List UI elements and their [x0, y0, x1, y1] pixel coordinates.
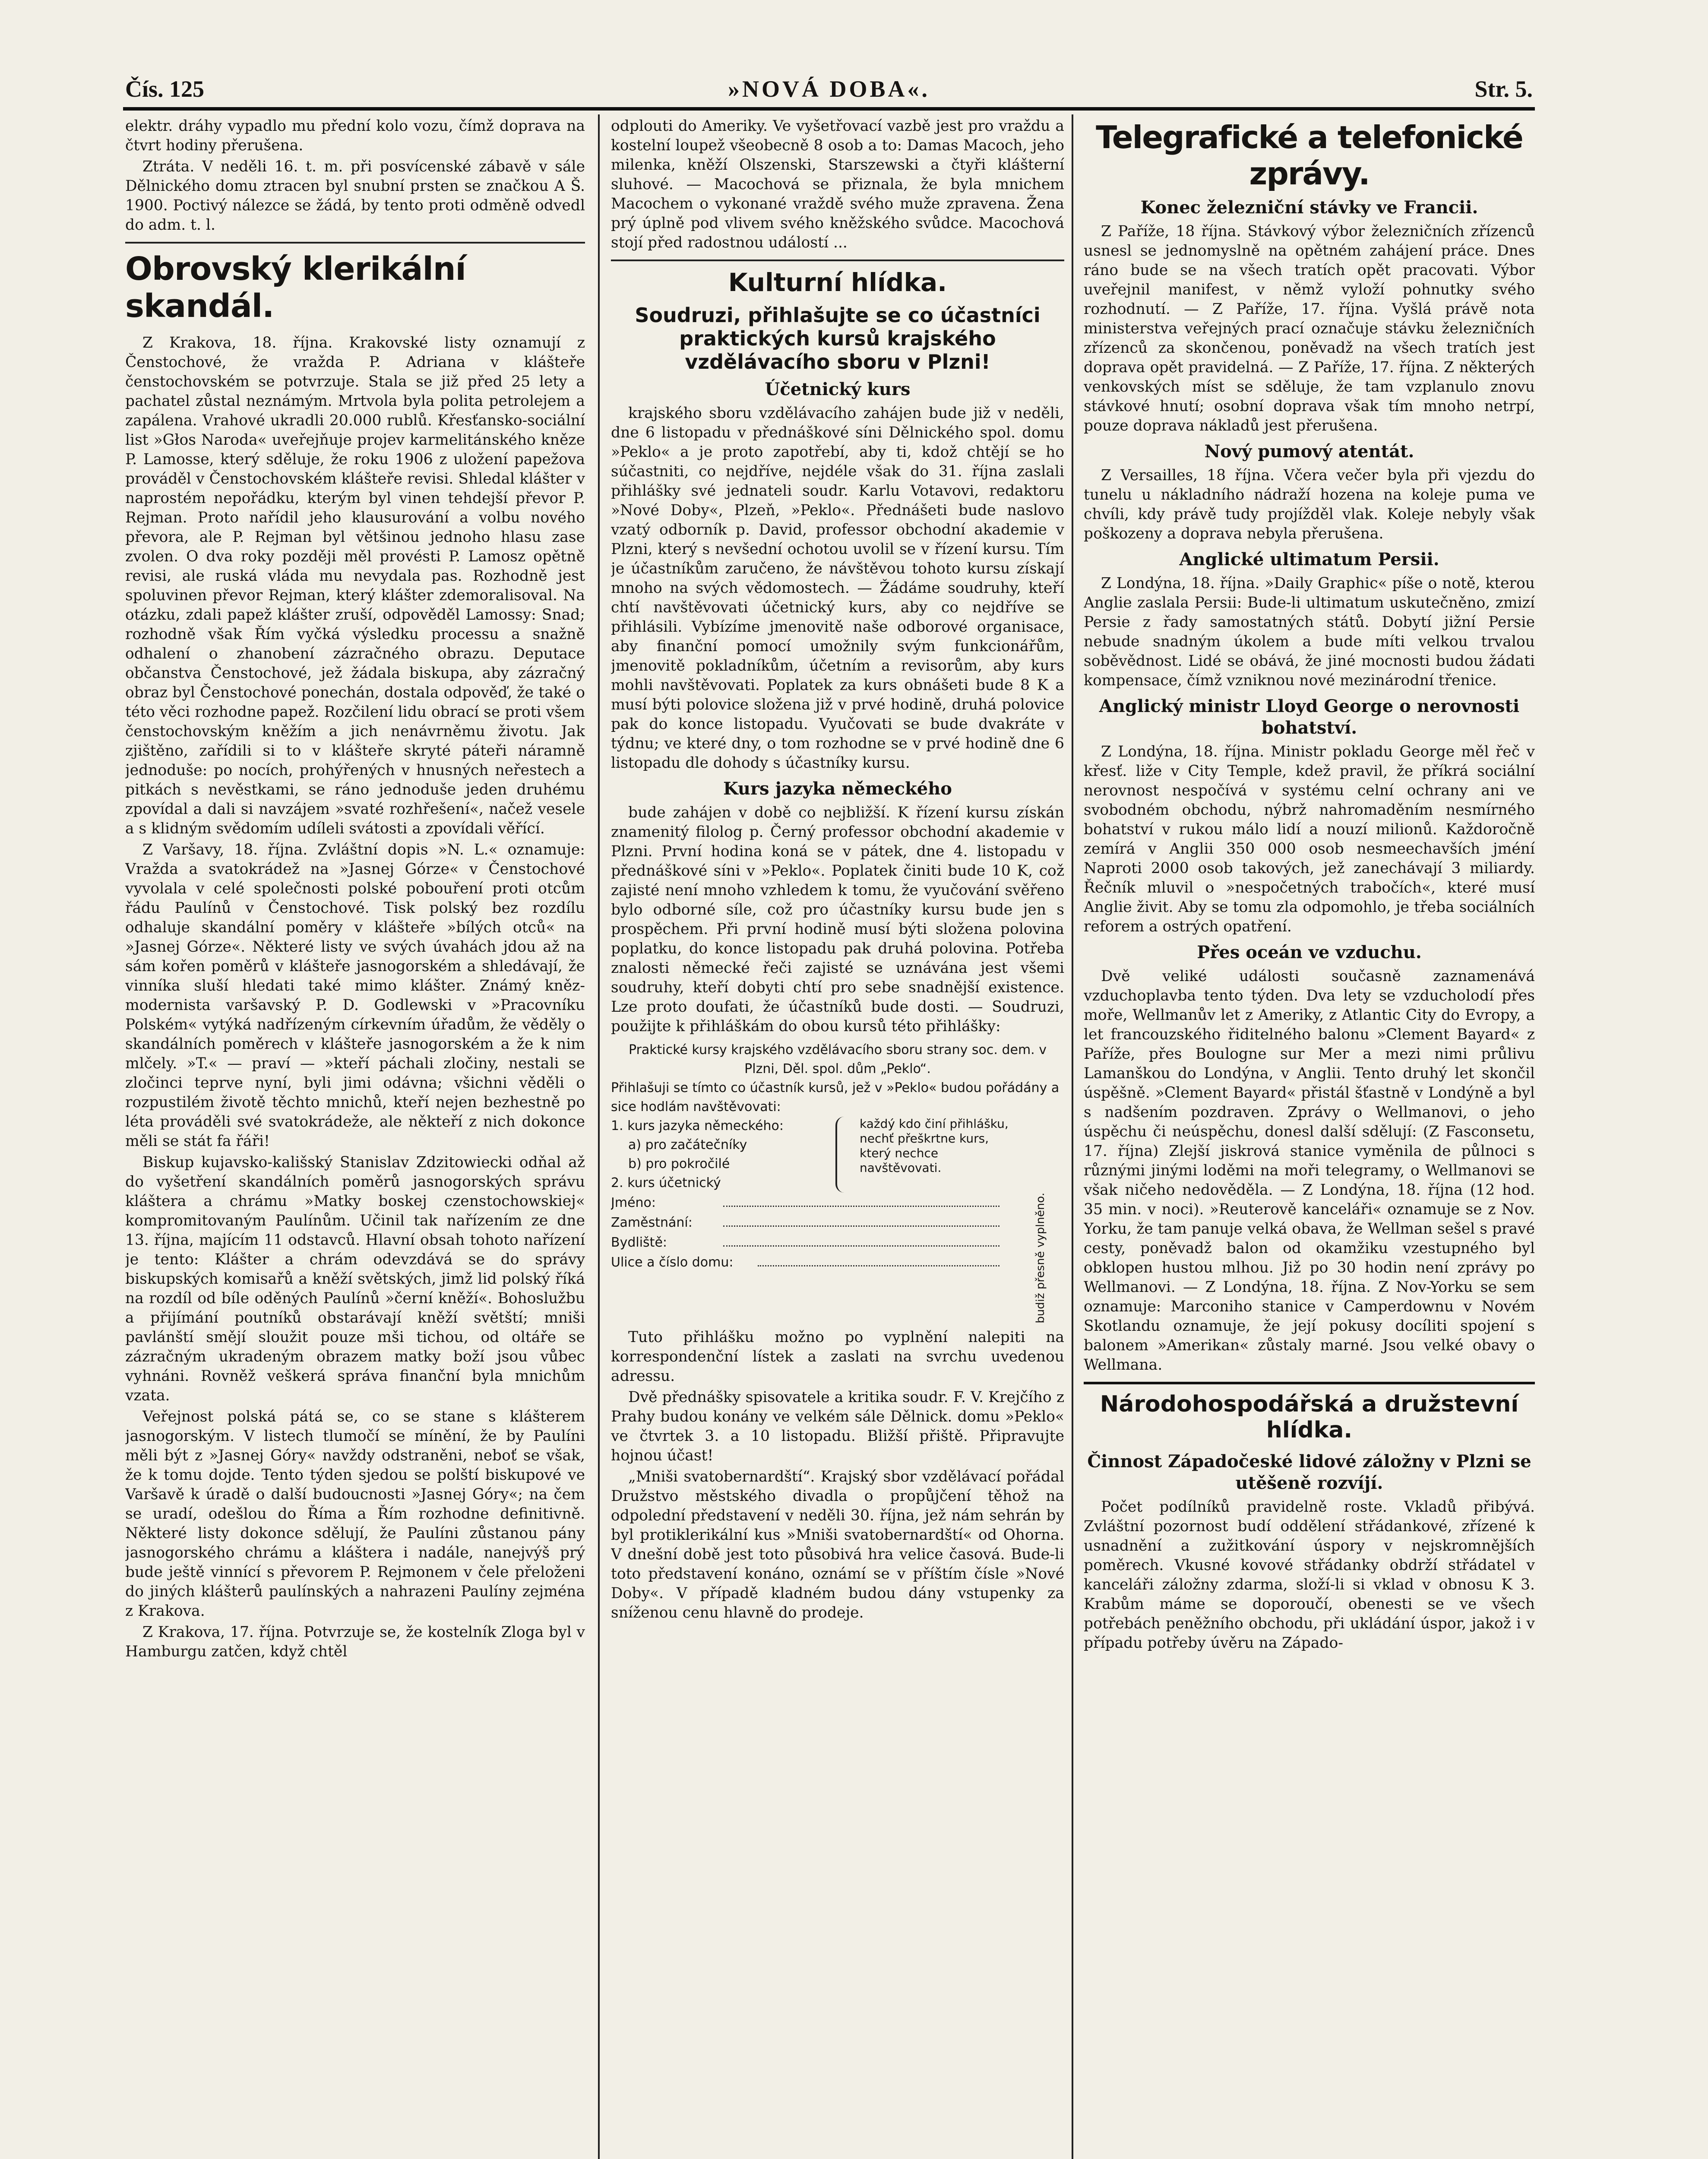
newspaper-title: »NOVÁ DOBA«. [727, 76, 930, 102]
article-paragraph: Veřejnost polská pátá se, co se stane s klášterem jasnogorským. V listech tlumočí se mínění, že by Paulíni měli být z »Jasnej Góry« navždy odstraněni, neboť se však, že k tomu dojde. Tento týden sjedou se polští biskupové ve Varšavě k úradě o další budoucnosti »Jasnej Góry«; na čem se uradí, odešlou do Říma a Řím rozhodne definitivně. Některé listy dokonce sdělují, že Paulíni zůstanou pány jasnogorského chrámu a kláštera i nadále, nanejvýš prý bude ještě vinnící s převorem P. Rejmonem v čele přeloženi do jiných klášterů paulínských a nahrazeni Paulíny zejména z Krakova. [125, 1408, 585, 1620]
article-paragraph: Dvě přednášky spisovatele a kritika soudr. F. V. Krejčího z Prahy budou konány ve velkém sále Dělnick. domu »Peklo« ve čtvrtek 3. a 10 listopadu. Bližší přiště. Připravujte hojnou účast! [611, 1388, 1064, 1464]
form-field-line [723, 1193, 999, 1207]
form-field-line [723, 1212, 999, 1227]
form-field-line [758, 1252, 999, 1266]
masthead [125, 76, 1533, 106]
form-field-label: Bydliště: [611, 1235, 667, 1250]
column-rule-1 [598, 114, 600, 2159]
page-number: Str. 5. [1474, 76, 1533, 102]
news-text: Z Paříže, 18 října. Stávkový výbor železničních zřízenců usnesl se jednomyslně na opětném zahájení práce. Dnes ráno bude se na všech tratích opět pracovati. Výbor uveřejnil manifest, v němž vyloží pohnutky svého rozhodnutí. — Z Paříže, 17. října. Vyšlá právě nota ministerstva veřejných prací označuje stávku železničních zřízenců za skončenou, poněvadž na všech tratích jest doprava opět pravidelná. — Z Paříže, 17. října. Z některých venkovských míst se sděluje, že tam vzplanulo znovu stávkové hnutí; osobní doprava však tím mnoho netrpí, pouze doprava nákladů jest přerušena. [1084, 223, 1535, 434]
column-rule-2 [1072, 114, 1073, 2159]
news-title: Nový pumový atentát. [1204, 441, 1414, 462]
news-text: Z Londýna, 18. října. »Daily Graphic« píše o notě, kterou Anglie zaslala Persii: Bude-li ultimatum uskutečněno, zmizí Persie z řady samostatných států. Dobytí jižní Persie nebude snadným úkolem a bude míti velkou trvalou soběvědnost. Lidé se obává, že jiné mocnosti budou žádati kompensace, čímž vzniknou nové mezinárodní třenice. [1084, 575, 1535, 689]
news-title: Činnost Západočeské lidové záložny v Plzni se utěšeně rozvíjí. [1087, 1451, 1531, 1493]
article-paragraph: Z Krakova, 17. října. Potvrzuje se, že kostelník Zloga byl v Hamburgu zatčen, když chtěl [125, 1624, 585, 1660]
subheading-accounting-course: Účetnický kurs [765, 379, 911, 399]
form-option: a) pro začátečníky [628, 1137, 747, 1152]
form-field-line [723, 1232, 999, 1247]
form-field-label: Zaměstnání: [611, 1215, 693, 1230]
article-paragraph: Z Krakova, 18. října. Krakovské listy oznamují z Čenstochové, že vražda P. Adriana v klášteře čenstochovském se potvrzuje. Stala se již před 25 lety a pachatel zůstal neznámým. Mrtvola byla polita petrolejem a zapálena. Vrahové ukradli 20.000 rublů. Křesťansko-sociální list »Głos Naroda« uveřejňuje projev karmelitánského kněze P. Lamosse, který sděluje, že roku 1906 z uložení papežova prováděl v Čenstochovském klášteře revisi. Shledal klášter v naprostém nepořádku, kterým byl vinen tehdejší převor P. Rejman. Proto nařídil jeho klausurování a volbu nového převora, ale P. Rejman byl většinou jednoho hlasu zase zvolen. O dva roky později měl provésti P. Lamosz opětně revisi, ale ruská vláda mu nevydala pas. Rozhodně jest spoluvinen převor Rejman, který klášter zdemoralisoval. Na otázku, zdali papež klášter zruší, odpověděl Lamossy: Snad; rozhodně však Řím vyčká výsledku processu a snažně odhalení o zhanobení zázračného obrazu. Deputace občanstva Čenstochové, jež žádala biskupa, aby zázračný obraz byl Čenstochové ponechán, dostala odpověď, že také o této věci rozhodne papež. Rozčilení lidu obrací se proti všem čenstochovským kněžím a jich nenávrněmu životu. Jak zjištěno, zařídili si to v klášteře skryté páteři náramně jednoduše: po nocích, prohýřených v hnusných neřestech a pitkách s nevěstkami, se ráno jednoduše jeden druhému zpovídal a dali si navzájem »svaté rozhřešení«, načež vesele a s klidným svědomím udíleli svátosti a zpovídali věřící. [125, 334, 585, 837]
news-text: Dvě veliké události současně zaznamenává vzduchoplavba tento týden. Dva lety se vzducholodí přes moře, Wellmanův let z Ameriky, z Atlantic City do Evropy, a let francouzského řiditelného balonu »Clement Bayard« z Paříže, přes Boulogne sur Mer a mezi nimi průlivu Lamanškou do Londýna, v Anglii. Tento druhý let skončil úspěšně. »Clement Bayard« přistál šťastně v Londýně a byl s nadšením pozdraven. Zprávy o Wellmanovi, o jeho úspěchu či neúspěchu, donesl další sdělují: (Z Fasconsetu, 17. října) Zlejší jiskrová stanice vyměnila de půlnoci s různými jinými loděmi na moři telegramy, o Wellmanovi se však ničeho nedověděla. — Z Londýna, 18. října (12 hod. 35 min. v noci). »Reuterově kanceláři« oznamuje se z Nov. Yorku, že tam panuje velká obava, že Wellman sešel s pravé cesty, poněvadž balon od okamžiku vzestupného byl obklopen hustou mlhou. Již po 30 hodin není zprávy po Wellmanovi. — Z Londýna, 18. října. Z Nov-Yorku se sem oznamuje: Marconiho stanice v Camperdownu v Novém Skotlandu oznamuje, že její pokusy docíliti spojení s balonem »Amerikan« zůstaly marné. Jsou velké obavy o Wellmana. [1084, 968, 1535, 1374]
form-line: Přihlašuji se tímto co účastník kursů, jež v »Peklo« budou pořádány a sice hodlám navštěvovati: [611, 1080, 1060, 1114]
article-paragraph: Tuto přihlášku možno po vyplnění nalepiti na korrespondenční lístek a zaslati na svrchu uvedenou adressu. [611, 1328, 1064, 1385]
form-choices [611, 1117, 1064, 1193]
news-text: Z Londýna, 18. října. Ministr pokladu George měl řeč v křesť. liže v City Temple, kdež pravil, že příkrá sociální nerovnost nespočívá v systému celní ochrany ani ve svobodném obchodu, nýbrž nahromaděním nesmírného bohatství v rukou málo lidí a nouzí milionů. Každoročně zemírá v Anglii 350 000 osob nesmeechavších jméní Naproti 2000 osob takových, jež zanechávají 3 miliardy. Řečník mluvil o »nespočetných trabočích«, které musí Anglie živit. Aby se tomu zla odpomohlo, je třeba sociálních reforem a ostrých opatření. [1084, 743, 1535, 935]
form-note: každý kdo činí přihlášku, nechť přeškrtne kurs, který nechce navštěvovati. [860, 1117, 1009, 1175]
form-field-label: Jméno: [611, 1195, 656, 1210]
section-heading-culture: Kulturní hlídka. [728, 268, 947, 297]
news-title: Anglický ministr Lloyd George o nerovnosti bohatství. [1099, 696, 1520, 738]
form-option: 1. kurs jazyka německého: [611, 1118, 784, 1133]
section-heading-economy: Národohospodářská a družstevní hlídka. [1084, 1382, 1535, 1443]
article-paragraph: Z Varšavy, 18. října. Zvláštní dopis »N. L.« oznamuje: Vražda a svatokrádež na »Jasnej Górze« v Čenstochové vyvolala v celé společnosti polské pobouření proti otcům řádu Paulínů v Čenstochové. Tisk polský bez rozdílu odhaluje skandální poměry v klášteře »bílých otců« na »Jasnej Górze«. Některé listy ve svých úvahách jdou až na sám kořen poměrů v klášteře jasnogorském a shledávají, že vinníka sluší hledati také mimo klášter. Známý kněz-modernista varšavský P. D. Godlewski v »Pracovníku Polském« vytýká nadřízeným církevním úřadům, že věděly o skandálních poměrech v klášteře jasnogorském a že k nim mlčely. »T.« — praví — »kteří páchali zločiny, nestali se zločinci teprve nyní, byli jimi odávna; všichni věděli o rozpustilém životě těchto mnichů, kteří nejen bezhestně po léta prováděli své svatokrádeže, ale někteří z nich dokonce měli se stát fa řáři! [125, 841, 585, 1150]
column-3 [1084, 117, 1535, 2159]
news-title: Přes oceán ve vzduchu. [1197, 942, 1422, 962]
form-option: 2. kurs účetnický [611, 1175, 721, 1190]
form-field-label: Ulice a číslo domu: [611, 1255, 734, 1270]
divider [611, 260, 1064, 261]
news-text: Počet podílníků pravidelně roste. Vkladů přibývá. Zvláštní pozornost budí oddělení střádankové, zřízené k usnadnění a zužitkování úspory v nejskromnějších poměrech. Vkusné kovové střádanky obdrží střádatel v kanceláři záložny zdarma, složí-li si vklad v obnosu K 3. Krabům máme se doporoučí, obenesti se ve všech potřebách peněžního obchodu, při ukládání úspor, jakož i v případu potřeby úvěru na Západo- [1084, 1498, 1535, 1652]
article-paragraph: Biskup kujavsko-kališský Stanislav Zdzitowiecki odňal až do vyšetření skandálních poměrů jasnogorských správu kláštera a chrámu »Matky boskej czenstochowskiej« kompromitovaným Paulínům. Učinil tak nařízením ze dne 13. října, majícím 11 odstavců. Hlavní obsah tohoto nařízení je tento: Klášter a chrám odevzdává se do správy biskupských komisařů a kněží světských, jimž lid polský říká na rozdíl od bíle oděných Paulínů »černí kněží«. Bohoslužbu a přijímání poutníků obstarávají kněží světští; mniši pavlánští smějí sloužit pouze mši tichou, od oltáře se zázračným ukradeným obrazem matky boží jsou vůbec vyhnáni. Rovněž veškerá správa finanční byla mnichům vzata. [125, 1154, 585, 1404]
brace-mark [835, 1117, 853, 1193]
column-1 [125, 117, 585, 2159]
application-form [611, 1041, 1064, 1323]
form-intro: Praktické kursy krajského vzdělávacího sboru strany soc. dem. v Plzni, Děl. spol. dům „Peklo“. [629, 1042, 1047, 1076]
form-side-note: budiž přesně vyplněno. [1034, 1193, 1047, 1323]
subheading-german-course: Kurs jazyka německého [723, 779, 952, 799]
news-text: Z Versailles, 18 října. Včera večer byla při vjezdu do tunelu u nákladního nádraží hozena na koleje puma ve chvíli, kdy právě tudy projížděl vlak. Koleje nebyly však poškozeny a doprava nebyla přerušena. [1084, 467, 1535, 542]
appeal-heading: Soudruzi, přihlašujte se co účastníci praktických kursů krajského vzdělávacího sboru v Plzni! [635, 304, 1041, 374]
article-paragraph: bude zahájen v době co nejbližší. K řízení kursu získán znamenitý filolog p. Černý professor obchodní akademie v Plzni. První hodina koná se v pátek, dne 4. listopadu v přednáškové síni v »Peklo«. Poplatek činiti bude 10 K, což zajisté není mnoho vzhledem k tomu, že vyučování svěřeno bylo odborné síle, což pro účastníky kursu bude jen s prospěchem. Při první hodině musí býti složena polovina poplatku, do konce listopadu pak druhá polovina. Potřeba znalosti německé řeči zajisté se uznávána jest všemi soudruhy, kteří dobyti chtí pro sebe snadnější existence. Lze proto doufati, že účastníků bude dosti. — Soudruzi, použijte k přihláškám do obou kursů této přihlášky: [611, 804, 1064, 1035]
news-title: Konec železniční stávky ve Francii. [1140, 197, 1478, 218]
masthead-rule [123, 107, 1535, 111]
form-option: b) pro pokročilé [628, 1156, 730, 1171]
news-title: Anglické ultimatum Persii. [1179, 549, 1439, 570]
section-heading-telegrams: Telegrafické a telefonické zprávy. [1096, 119, 1523, 192]
article-headline: Obrovský klerikální skandál. [125, 250, 466, 325]
article-paragraph: krajského sboru vzdělávacího zahájen bude již v neděli, dne 6 listopadu v přednáškové síni Dělnického spol. domu »Peklo« a je proto zapotřebí, aby ti, kdož chtějí se ho súčastniti, co nejdříve, nejdéle však do 31. října zaslali přihlášky své jednateli soudr. Karlu Votavovi, redaktoru »Nové Doby«, Plzeň, »Peklo«. Přednášeti bude naslovo vzatý odborník p. David, professor obchodní akademie v Plzni, který s nevšední ochotou uvolil se v řízení kursu. Tím je účastníkům zaručeno, že návštěvou tohoto kursu získají mnoho na svých vědomostech. — Žádáme soudruhy, kteří chtí navštěvovati účetnický kurs, aby co nejdříve se přihlásili. Vybízíme jmenovitě naše odborové organisace, aby finanční pomocí umožnily svým funkcionářům, jmenovitě pokladníkům, účetním a revisorům, aby kurs mohli navštěvovati. Poplatek za kurs obnášeti bude 8 K a musí býti polovice složena již v prvé hodině, druhá polovice pak do konce listopadu. Vyučovati se bude dvakráte v týdnu; ve které dny, o tom rozhodne se v prvé hodině dne 6 listopadu dle dohody s účastníky kursu. [611, 405, 1064, 772]
divider [125, 242, 585, 244]
lead-text: odplouti do Ameriky. Ve vyšetřovací vazbě jest pro vraždu a kostelní loupež všeobecně 8 osob a to: Damas Macoch, jeho milenka, kněží Olszenski, Starszewski a čtyři klášterní sluhové. — Macochová se přiznala, že byla mnichem Macochem o vykonané vraždě svého muže zpravena. Žena prý úplně pod vlivem svého kněžského svůdce. Macochová stojí před radostnou událostí ... [611, 117, 1064, 251]
lead-text-2: Ztráta. V neděli 16. t. m. při posvícenské zábavě v sále Dělnického domu ztracen byl snubní prsten se značkou A Š. 1900. Poctivý nálezce se žádá, by tento proti odměně odvedl do adm. t. l. [125, 158, 585, 234]
column-2 [611, 117, 1064, 2159]
lead-text-1: elektr. dráhy vypadlo mu přední kolo vozu, čímž doprava na čtvrt hodiny přerušena. [125, 117, 585, 154]
article-paragraph: „Mniši svatobernardští“. Krajský sbor vzdělávací pořádal Družstvo městského divadla o propůjčení těhož na odpolední představení v neděli 30. října, jež nám sehrán by byl protiklerikální kus »Mniši svatobernardští« od Ohorna. V dnešní době jest toto působivá hra velice časová. Bude-li toto představení konáno, oznámí se v příštím čísle »Nové Doby«. V případě kladném budou dány vstupenky za sníženou cenu hlavně do prodeje. [611, 1468, 1064, 1621]
issue-number: Čís. 125 [125, 76, 205, 102]
